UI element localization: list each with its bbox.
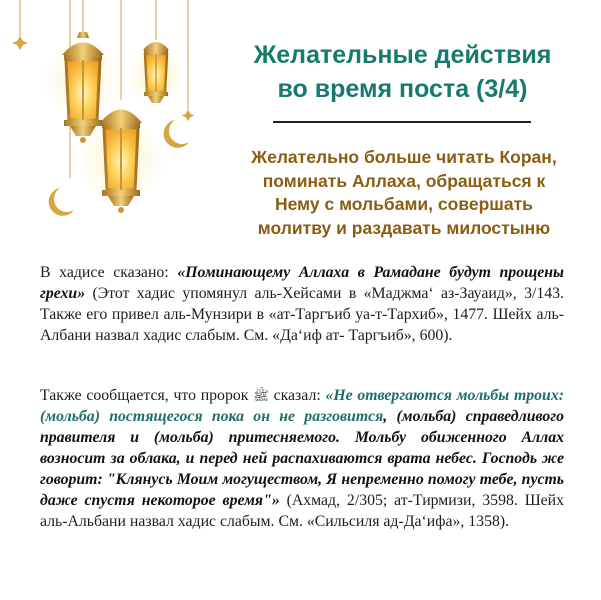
paragraph-2-intro: Также сообщается, что пророк xyxy=(40,387,254,404)
title-divider xyxy=(273,121,531,123)
hadith-paragraph-2 xyxy=(40,385,564,532)
title-line-2: во время поста (3/4) xyxy=(277,75,528,103)
hadith-paragraph-1 xyxy=(40,262,564,346)
subtitle-line-2: поминать Аллаха, обращаться к xyxy=(262,170,546,191)
paragraph-2-quote-open: « xyxy=(325,387,334,404)
salawat-glyph: ﷺ xyxy=(253,388,269,403)
paragraph-2-said: сказал: xyxy=(268,387,326,404)
paragraph-2-quote-highlight: Не отвергаются мольбы троих: (мольба) постящегося пока он не разговится xyxy=(40,387,564,425)
paragraph-1-intro: В хадисе сказано: xyxy=(40,264,178,281)
paragraph-2-source: (Ахмад, 2/305; ат-Тирмизи, 3598. Шейх аль-Альбани назвал хадис слабым. См. «Сильсиля ад-Да‘ифа», 1358). xyxy=(40,492,564,530)
lantern-small xyxy=(126,42,186,105)
paragraph-1-quote: «Поминающему Аллаха в Рамадане будут прощены грехи» xyxy=(40,264,564,302)
subtitle-line-4: молитву и раздавать милостыню xyxy=(257,217,551,238)
subtitle-line-3: Нему с мольбами, совершать xyxy=(275,194,533,214)
page-title xyxy=(240,38,565,106)
lanterns-illustration xyxy=(0,0,240,240)
page-subtitle xyxy=(245,146,563,240)
title-line-1: Желательные действия xyxy=(253,41,552,69)
subtitle-line-1: Желательно больше читать Коран, xyxy=(251,147,557,167)
paragraph-1-source: (Этот хадис упомянул аль-Хейсами в «Маджма‘ аз-Зауаид», 3/143. Также его привел аль-Мунзири в «ат-Таргъиб уа-т-Тархиб», 1477. Шейх аль-Албани назвал хадис слабым. См. «Да‘иф ат- Таргъиб», 600). xyxy=(40,285,564,344)
paragraph-2-quote-rest: , (мольба) справедливого правителя и (мольба) притесняемого. Мольбу обиженного Аллах возносит за облака, и перед ней распахиваются врата небес. Господь же говорит: "Клянусь Моим могуществом, Я непременно помогу тебе, пусть даже спустя некоторое время"» xyxy=(40,408,564,509)
